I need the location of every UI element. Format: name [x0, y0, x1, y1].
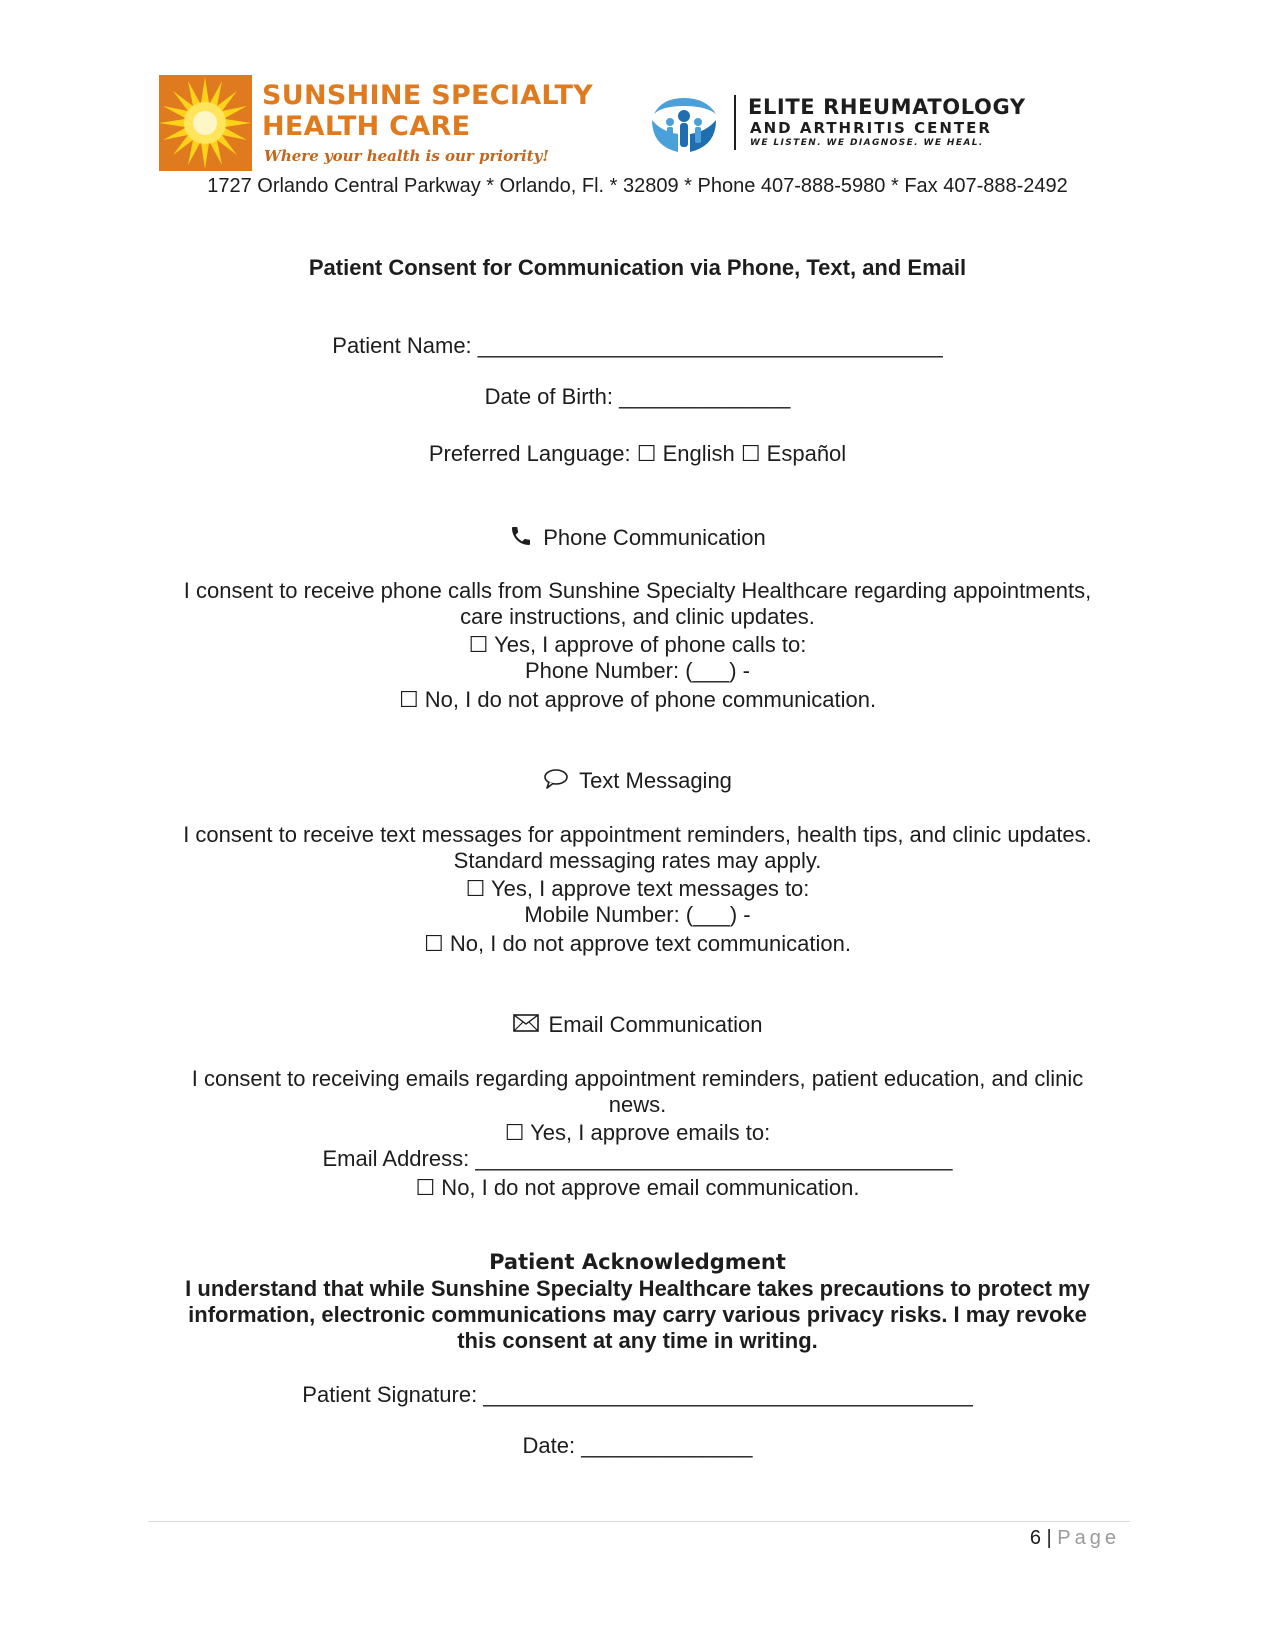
patient-name-field[interactable]: Patient Name: ______________________________________ [332, 333, 943, 358]
email-no-checkbox[interactable]: ☐ No, I do not approve email communication. [415, 1175, 860, 1200]
elite-emblem-icon [648, 94, 720, 156]
patient-signature-field[interactable]: Patient Signature: ________________________________________ [302, 1382, 973, 1407]
text-section-heading: Text Messaging [0, 768, 1275, 796]
acknowledgment-text: I understand that while Sunshine Specialty Healthcare takes precautions to protect my information, electronic communications may carry various privacy risks. I may revoke this consent at any time in writing. [185, 1276, 1090, 1353]
email-consent-text: I consent to receiving emails regarding appointment reminders, patient education, and clinic news. [191, 1066, 1084, 1117]
page-word: Page [1057, 1527, 1120, 1549]
page-footer [1030, 1527, 1120, 1550]
elite-name: ELITE RHEUMATOLOGY [748, 95, 1026, 119]
preferred-language-options[interactable]: Preferred Language: ☐ English ☐ Español [428, 441, 847, 466]
text-consent-text: I consent to receive text messages for appointment reminders, health tips, and clinic updates. Standard messaging rates may apply. [183, 822, 1092, 873]
elite-logo [648, 94, 720, 156]
date-of-birth-field[interactable]: Date of Birth: ______________ [484, 384, 791, 409]
footer-divider [148, 1521, 1130, 1522]
elite-divider [734, 95, 736, 150]
page-separator: | [1040, 1527, 1058, 1549]
page-title: Patient Consent for Communication via Phone, Text, and Email [308, 255, 967, 280]
email-section-heading: Email Communication [0, 1012, 1275, 1039]
sunshine-tagline: Where your health is our priority! [264, 147, 549, 165]
phone-yes-checkbox[interactable]: ☐ Yes, I approve of phone calls to: [468, 632, 807, 657]
phone-number-field[interactable]: Phone Number: (___) - [525, 658, 750, 683]
signature-date-field[interactable]: Date: ______________ [522, 1433, 753, 1458]
phone-section-heading: Phone Communication [0, 524, 1275, 554]
acknowledgment-heading: Patient Acknowledgment [489, 1250, 786, 1274]
envelope-icon [513, 1013, 539, 1039]
text-no-checkbox[interactable]: ☐ No, I do not approve text communication. [424, 931, 851, 956]
email-address-field[interactable]: Email Address: _______________________________________ [322, 1146, 953, 1171]
sunshine-logo [159, 75, 252, 171]
sunshine-brand-name: SUNSHINE SPECIALTY HEALTH CARE [262, 80, 594, 142]
phone-no-checkbox[interactable]: ☐ No, I do not approve of phone communication. [398, 687, 877, 712]
elite-motto: WE LISTEN. WE DIAGNOSE. WE HEAL. [750, 138, 984, 148]
speech-bubble-icon [543, 768, 569, 796]
sun-icon [159, 75, 252, 171]
page-number: 6 [1029, 1527, 1041, 1549]
clinic-address: 1727 Orlando Central Parkway * Orlando, Fl. * 32809 * Phone 407-888-5980 * Fax 407-888-2492 [207, 175, 1068, 197]
phone-consent-text: I consent to receive phone calls from Sunshine Specialty Healthcare regarding appointments, care instructions, and clinic updates. [183, 578, 1092, 629]
text-yes-checkbox[interactable]: ☐ Yes, I approve text messages to: [465, 876, 810, 901]
phone-icon [509, 524, 533, 554]
mobile-number-field[interactable]: Mobile Number: (___) - [524, 902, 751, 927]
elite-subtitle: AND ARTHRITIS CENTER [750, 119, 992, 137]
email-yes-checkbox[interactable]: ☐ Yes, I approve emails to: [504, 1120, 771, 1145]
